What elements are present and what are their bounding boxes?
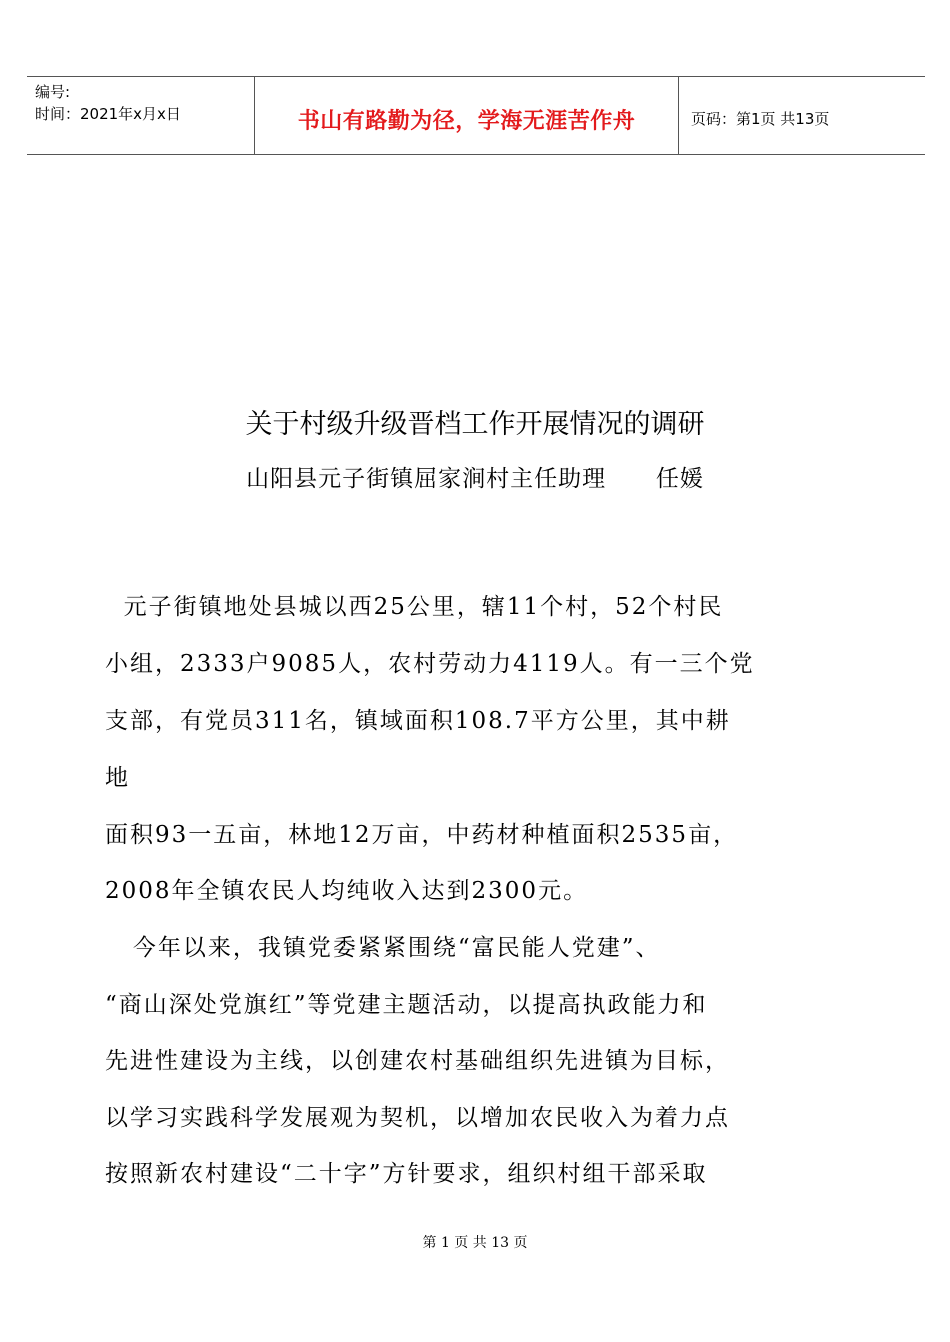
body-line: 按照新农村建设“二十字”方针要求，组织村组干部采取: [105, 1161, 708, 1187]
body-line: “商山深处党旗红”等党建主题活动，以提高执政能力和: [105, 992, 708, 1018]
header-page-cell: [679, 77, 925, 154]
header-meta-cell: [27, 77, 255, 154]
body-line: 以学习实践科学发展观为契机，以增加农民收入为着力点: [105, 1105, 730, 1131]
header-motto: 书山有路勤为径，学海无涯苦作舟: [297, 108, 636, 134]
doc-number-label: 编号:: [35, 83, 71, 101]
doc-time-label: 时间：2021年x月x日: [35, 105, 181, 123]
header-motto-cell: [255, 77, 679, 154]
body-line: 2008年全镇农民人均纯收入达到2300元。: [105, 878, 589, 904]
doc-title: 关于村级升级晋档工作开展情况的调研: [245, 409, 705, 440]
body-line: 今年以来，我镇党委紧紧围绕“富民能人党建”、: [105, 935, 661, 961]
body-line: 小组，2333户9085人，农村劳动力4119人。有一三个党: [105, 651, 755, 677]
body-line: 面积93一五亩，林地12万亩，中药材种植面积2535亩，: [105, 822, 739, 848]
body-line: 先进性建设为主线，以创建农村基础组织先进镇为目标，: [105, 1048, 730, 1074]
page-footer: 第 1 页 共 13 页: [422, 1235, 528, 1251]
doc-subtitle: 山阳县元子街镇屈家涧村主任助理 任媛: [246, 466, 704, 492]
page-header: [27, 76, 925, 155]
header-page-info: 页码：第1页 共13页: [691, 110, 830, 128]
body-line: 元子街镇地处县城以西25公里，辖11个村，52个村民: [105, 594, 724, 620]
body-line: 地: [105, 765, 130, 791]
body-line: 支部，有党员311名，镇域面积108.7平方公里，其中耕: [105, 708, 731, 734]
